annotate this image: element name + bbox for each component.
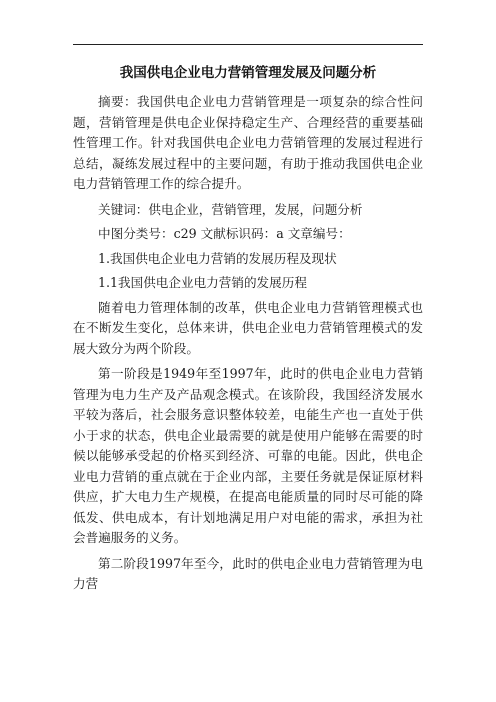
- header-rule: [73, 44, 423, 45]
- abstract-paragraph: 摘要：我国供电企业电力营销管理是一项复杂的综合性问题，营销管理是供电企业保持稳定生产、合理经营的重要基础性管理工作。针对我国供电企业电力营销管理的发展过程进行总结，凝练发展过程中的主要问题，有助于推动我国供电企业电力营销管理工作的综合提升。: [73, 94, 423, 191]
- section-heading-1: 1.我国供电企业电力营销的发展历程及现状: [98, 250, 337, 266]
- section-heading-1-1: 1.1我国供电企业电力营销的发展历程: [98, 275, 307, 290]
- body-paragraph: 随着电力管理体制的改革，供电企业电力营销管理模式也在不断发生变化，总体来讲，供电企业电力营销管理模式的发展大致分为两个阶段。: [73, 299, 423, 356]
- keywords-line: 关键词：供电企业，营销管理，发展，问题分析: [98, 201, 363, 217]
- document-title: 我国供电企业电力营销管理发展及问题分析: [119, 65, 377, 81]
- body-paragraph: 第一阶段是1949年至1997年，此时的供电企业电力营销管理为电力生产及产品观念模式。在该阶段，我国经济发展水平较为落后，社会服务意识整体较差，电能生产也一直处于供小于求的状态，供电企业最需要的就是使用户能够在需要的时候以能够承受起的价格买到经济、可靠的电能。因此，供电企业电力营销的重点就在于企业内部，主要任务就是保证原材料供应，扩大电力生产规模，在提高电能质量的同时尽可能的降低发、供电成本，有计划地满足用户对电能的需求，承担为社会普遍服务的义务。: [73, 366, 423, 545]
- body-paragraph: 第二阶段1997年至今，此时的供电企业电力营销管理为电力营: [73, 555, 423, 591]
- classification-line: 中图分类号：c29 文献标识码：a 文章编号：: [98, 226, 351, 241]
- document-body: [73, 92, 423, 600]
